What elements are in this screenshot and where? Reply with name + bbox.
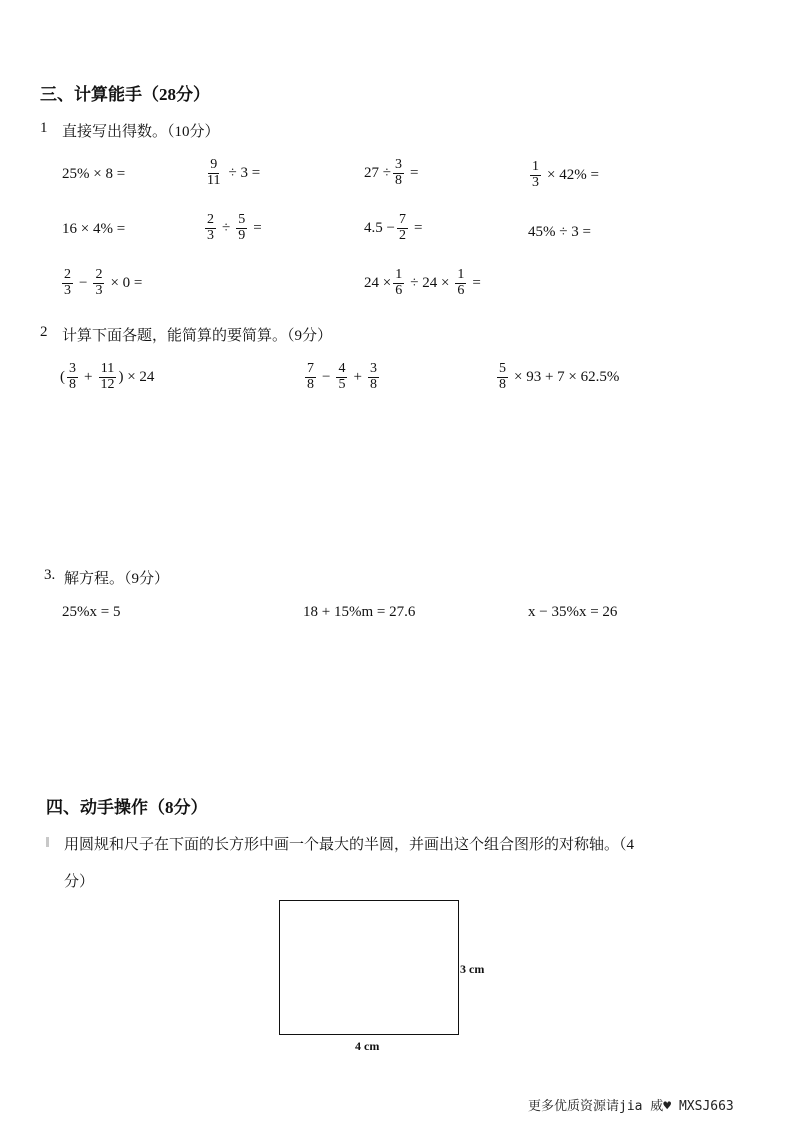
fraction: $\frac{7}{2}$ bbox=[398, 212, 406, 243]
section-4-question-line-2: 分） bbox=[64, 874, 95, 890]
q2-text: 计算下面各题，能简算的要简算。（9分） bbox=[62, 328, 333, 344]
fraction: $\frac{9}{11}$ bbox=[207, 157, 221, 188]
fraction: $\frac{5}{8}$ bbox=[499, 361, 506, 392]
q2-expr-3: $\frac{5}{8}$ × 93 + 7 × 62.5% bbox=[499, 361, 620, 392]
q3-label: 3. bbox=[44, 567, 56, 583]
rectangle-width-label: 4 cm bbox=[355, 1039, 380, 1053]
q3-eq-3: x − 35%x = 26 bbox=[528, 604, 618, 620]
fraction: $\frac{4}{5}$ bbox=[338, 361, 346, 392]
q1-label: 1 bbox=[40, 120, 48, 136]
section-4-question-line-1: 用圆规和尺子在下面的长方形中画一个最大的半圆，并画出这个组合图形的对称轴。（4 bbox=[64, 837, 635, 853]
fraction: $\frac{2}{3}$ bbox=[64, 267, 71, 298]
q3-eq-2: 18 + 15%m = 27.6 bbox=[303, 604, 416, 620]
fraction: $\frac{5}{9}$ bbox=[238, 212, 246, 243]
q1-r2-b: $\frac{2}{3}$ ÷ $\frac{5}{9}$ = bbox=[207, 212, 262, 243]
q1-r3-a: $\frac{2}{3}$ − $\frac{2}{3}$ × 0 = bbox=[64, 267, 143, 298]
fraction: $\frac{3}{8}$ bbox=[69, 361, 76, 392]
footer-note: 更多优质资源请jia 威♥ MXSJ663 bbox=[528, 1099, 734, 1114]
fraction: $\frac{3}{8}$ bbox=[369, 361, 377, 392]
q1-r2-c: 4.5 − $\frac{7}{2}$ = bbox=[364, 212, 423, 243]
q1-r1-d: $\frac{1}{3}$ × 42% = bbox=[532, 159, 599, 190]
section-3-title: 三、计算能手（28分） bbox=[40, 85, 210, 104]
fraction: $\frac{1}{6}$ bbox=[457, 267, 465, 298]
fraction: $\frac{11}{12}$ bbox=[100, 361, 115, 392]
q1-r1-c: 27 ÷ $\frac{3}{8}$ = bbox=[364, 157, 419, 188]
q2-expr-1: ( $\frac{3}{8}$ + $\frac{11}{12}$ ) × 24 bbox=[60, 361, 155, 392]
q1-r2-a: 16 × 4% = bbox=[62, 221, 126, 237]
q1-text: 直接写出得数。（10分） bbox=[62, 124, 220, 140]
fraction: $\frac{3}{8}$ bbox=[394, 157, 402, 188]
rectangle-height-label: 3 cm bbox=[460, 962, 485, 976]
fraction: $\frac{1}{3}$ bbox=[532, 159, 539, 190]
q3-eq-1: 25%x = 5 bbox=[62, 604, 121, 620]
q1-r2-d: 45% ÷ 3 = bbox=[528, 224, 591, 240]
q1-r1-a: 25% × 8 = bbox=[62, 166, 126, 182]
fraction: $\frac{1}{6}$ bbox=[395, 267, 403, 298]
rectangle-figure bbox=[279, 900, 459, 1035]
q3-text: 解方程。（9分） bbox=[64, 571, 170, 587]
q1-r3-b: 24 × $\frac{1}{6}$ ÷ 24 × $\frac{1}{6}$ = bbox=[364, 267, 481, 298]
fraction: $\frac{7}{8}$ bbox=[307, 361, 314, 392]
q1-r1-b: $\frac{9}{11}$ ÷ 3 = bbox=[207, 157, 261, 188]
section-4-title: 四、动手操作（8分） bbox=[46, 798, 208, 817]
fraction: $\frac{2}{3}$ bbox=[95, 267, 103, 298]
q2-label: 2 bbox=[40, 324, 48, 340]
scan-mark bbox=[46, 837, 49, 847]
fraction: $\frac{2}{3}$ bbox=[207, 212, 214, 243]
q2-expr-2: $\frac{7}{8}$ − $\frac{4}{5}$ + $\frac{3}{8}$ bbox=[307, 361, 377, 392]
